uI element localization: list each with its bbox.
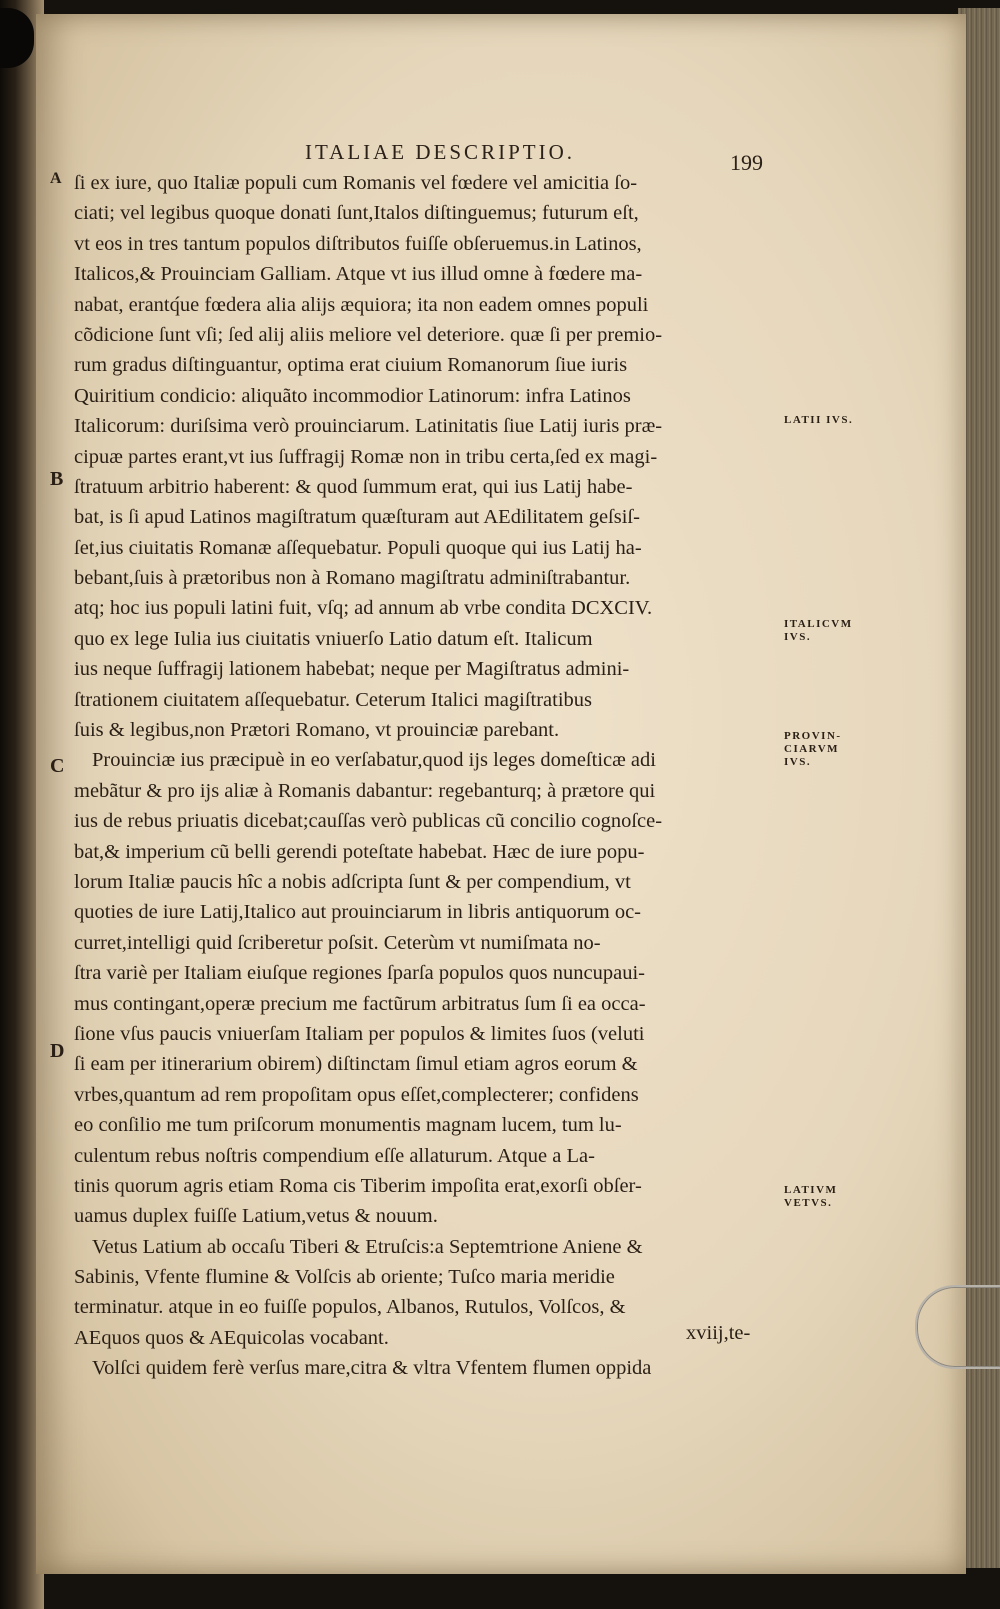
signature-c: C [50,755,65,777]
text-line: tinis quorum agris etiam Roma cis Tiberim impoſita erat,exorſi obſer- [74,1174,642,1197]
text-line: bat,& imperium cũ belli gerendi poteſtate habebat. Hæc de iure popu- [74,840,645,863]
marginal-line: IVS. [784,631,812,643]
text-line: nabat, erantq́ue fœdera alia alijs æquiora; ita non eadem omnes populi [74,293,649,316]
text-line: cipuæ partes erant,vt ius ſuffragij Romæ non in tribu certa,ſed ex magi- [74,445,658,468]
text-line: bat, is ſi apud Latinos magiſtratum quæſturam aut AEdilitatem geſsiſ- [74,506,640,529]
marginal-note-latii-ius [784,414,853,427]
marginal-line: LATIVM [784,1184,838,1196]
text-line: curret,intelligi quid ſcriberetur poſsit. Ceterùm vt numiſmata no- [74,931,601,954]
marginal-line: PROVIN- [784,730,842,742]
text-line: Quiritium condicio: aliquãto incommodior Latinorum: infra Latinos [74,384,631,407]
text-line: vrbes,quantum ad rem propoſitam opus eſſet,complecterer; confidens [74,1083,639,1106]
text-line: culentum rebus noſtris compendium eſſe allaturum. Atque a La- [74,1144,595,1167]
text-line: ius de rebus priuatis dicebat;cauſſas verò publicas cũ concilio cognoſce- [74,810,663,833]
text-line: rum gradus diſtinguantur, optima erat ciuium Romanorum ſiue iuris [74,354,628,377]
text-line: atq; hoc ius populi latini fuit, vſq; ad annum ab vrbe condita DCXCIV. [74,597,653,620]
text-line: bebant,ſuis à prætoribus non à Romano magiſtratu adminiſtrabantur. [74,567,631,590]
paper-clip [915,1285,1000,1369]
text-line: Volſci quidem ferè verſus mare,citra & vltra Vfentem flumen oppida [92,1357,652,1380]
text-line: terminatur. atque in eo fuiſſe populos, Albanos, Rutulos, Volſcos, & [74,1296,626,1319]
text-line: ſtra variè per Italiam eiuſque regiones ſparſa populos quos nuncupaui- [74,962,645,985]
body-text [74,168,764,1384]
text-line: Italicorum: duriſsima verò prouinciarum. Latinitatis ſiue Latij iuris præ- [74,415,663,438]
text-line: ſi ex iure, quo Italiæ populi cum Romanis vel fœdere vel amicitia ſo- [74,172,638,194]
marginal-note-italicum-ius [784,618,853,644]
text-line: Sabinis, Vfente flumine & Volſcis ab oriente; Tuſco maria meridie [74,1266,615,1289]
marginal-note-provinciarum-ius [784,730,842,769]
text-line: eo conſilio me tum priſcorum monumentis magnam lucem, tum lu- [74,1114,622,1137]
text-line: mus contingant,operæ precium me factũrum arbitratus ſum ſi ea occa- [74,992,646,1015]
marginal-line: LATII IVS. [784,414,854,426]
text-line: ſione vſus paucis vniuerſam Italiam per populos & limites ſuos (veluti [74,1022,645,1045]
text-line: Prouinciæ ius præcipuè in eo verſabatur,quod ijs leges domeſticæ adi [92,749,656,772]
text-line: cõdicione ſunt vſi; ſed alij aliis meliore vel deteriore. quæ ſi per premio- [74,323,663,346]
text-line: vt eos in tres tantum populos diſtributos fuiſſe obſeruemus.in Latinos, [74,232,642,255]
text-line: AEquos quos & AEquicolas vocabant. [74,1326,389,1349]
text-line: ſtratuum arbitrio haberent: & quod ſummum erat, qui ius Latij habe- [74,475,633,498]
marginal-line: VETVS. [784,1197,833,1209]
text-line: uamus duplex fuiſſe Latium,vetus & nouum. [74,1205,438,1228]
text-line: ſet,ius ciuitatis Romanæ aſſequebatur. Populi quoque qui ius Latij ha- [74,536,642,559]
text-line: Italicos,& Prouinciam Galliam. Atque vt ius illud omne à fœdere ma- [74,263,643,286]
text-line: ciati; vel legibus quoque donati ſunt,Italos diſtinguemus; futurum eſt, [74,202,639,225]
signature-b: B [50,468,64,490]
text-line: mebãtur & pro ijs aliæ à Romanis dabantur: regebanturq; à prætore qui [74,779,656,802]
catchword: xviij,te- [686,1322,751,1344]
running-head: ITALIAE DESCRIPTIO. [305,140,575,164]
text-line: Vetus Latium ab occaſu Tiberi & Etruſcis:a Septemtrione Aniene & [92,1235,643,1258]
page-number: 199 [730,150,763,175]
text-line: ſuis & legibus,non Prætori Romano, vt prouinciæ parebant. [74,719,560,742]
signature-a: A [50,170,62,187]
signature-d: D [50,1040,65,1062]
text-line: quo ex lege Iulia ius ciuitatis vniuerſo Latio datum eſt. Italicum [74,627,593,650]
marginal-line: CIARVM [784,743,840,755]
text-line: lorum Italiæ paucis hîc a nobis adſcripta ſunt & per compendium, vt [74,870,631,893]
marginal-line: ITALICVM [784,618,853,630]
text-line: ſi eam per itinerarium obirem) diſtinctam ſimul etiam agros eorum & [74,1053,638,1076]
marginal-note-latium-vetus [784,1184,837,1210]
marginal-line: IVS. [784,756,812,768]
text-line: quoties de iure Latij,Italico aut prouinciarum in libris antiquorum oc- [74,901,642,924]
text-line: ius neque ſuffragij lationem habebat; neque per Magiſtratus admini- [74,658,630,681]
text-line: ſtrationem ciuitatem aſſequebatur. Ceterum Italici magiſtratibus [74,688,593,711]
